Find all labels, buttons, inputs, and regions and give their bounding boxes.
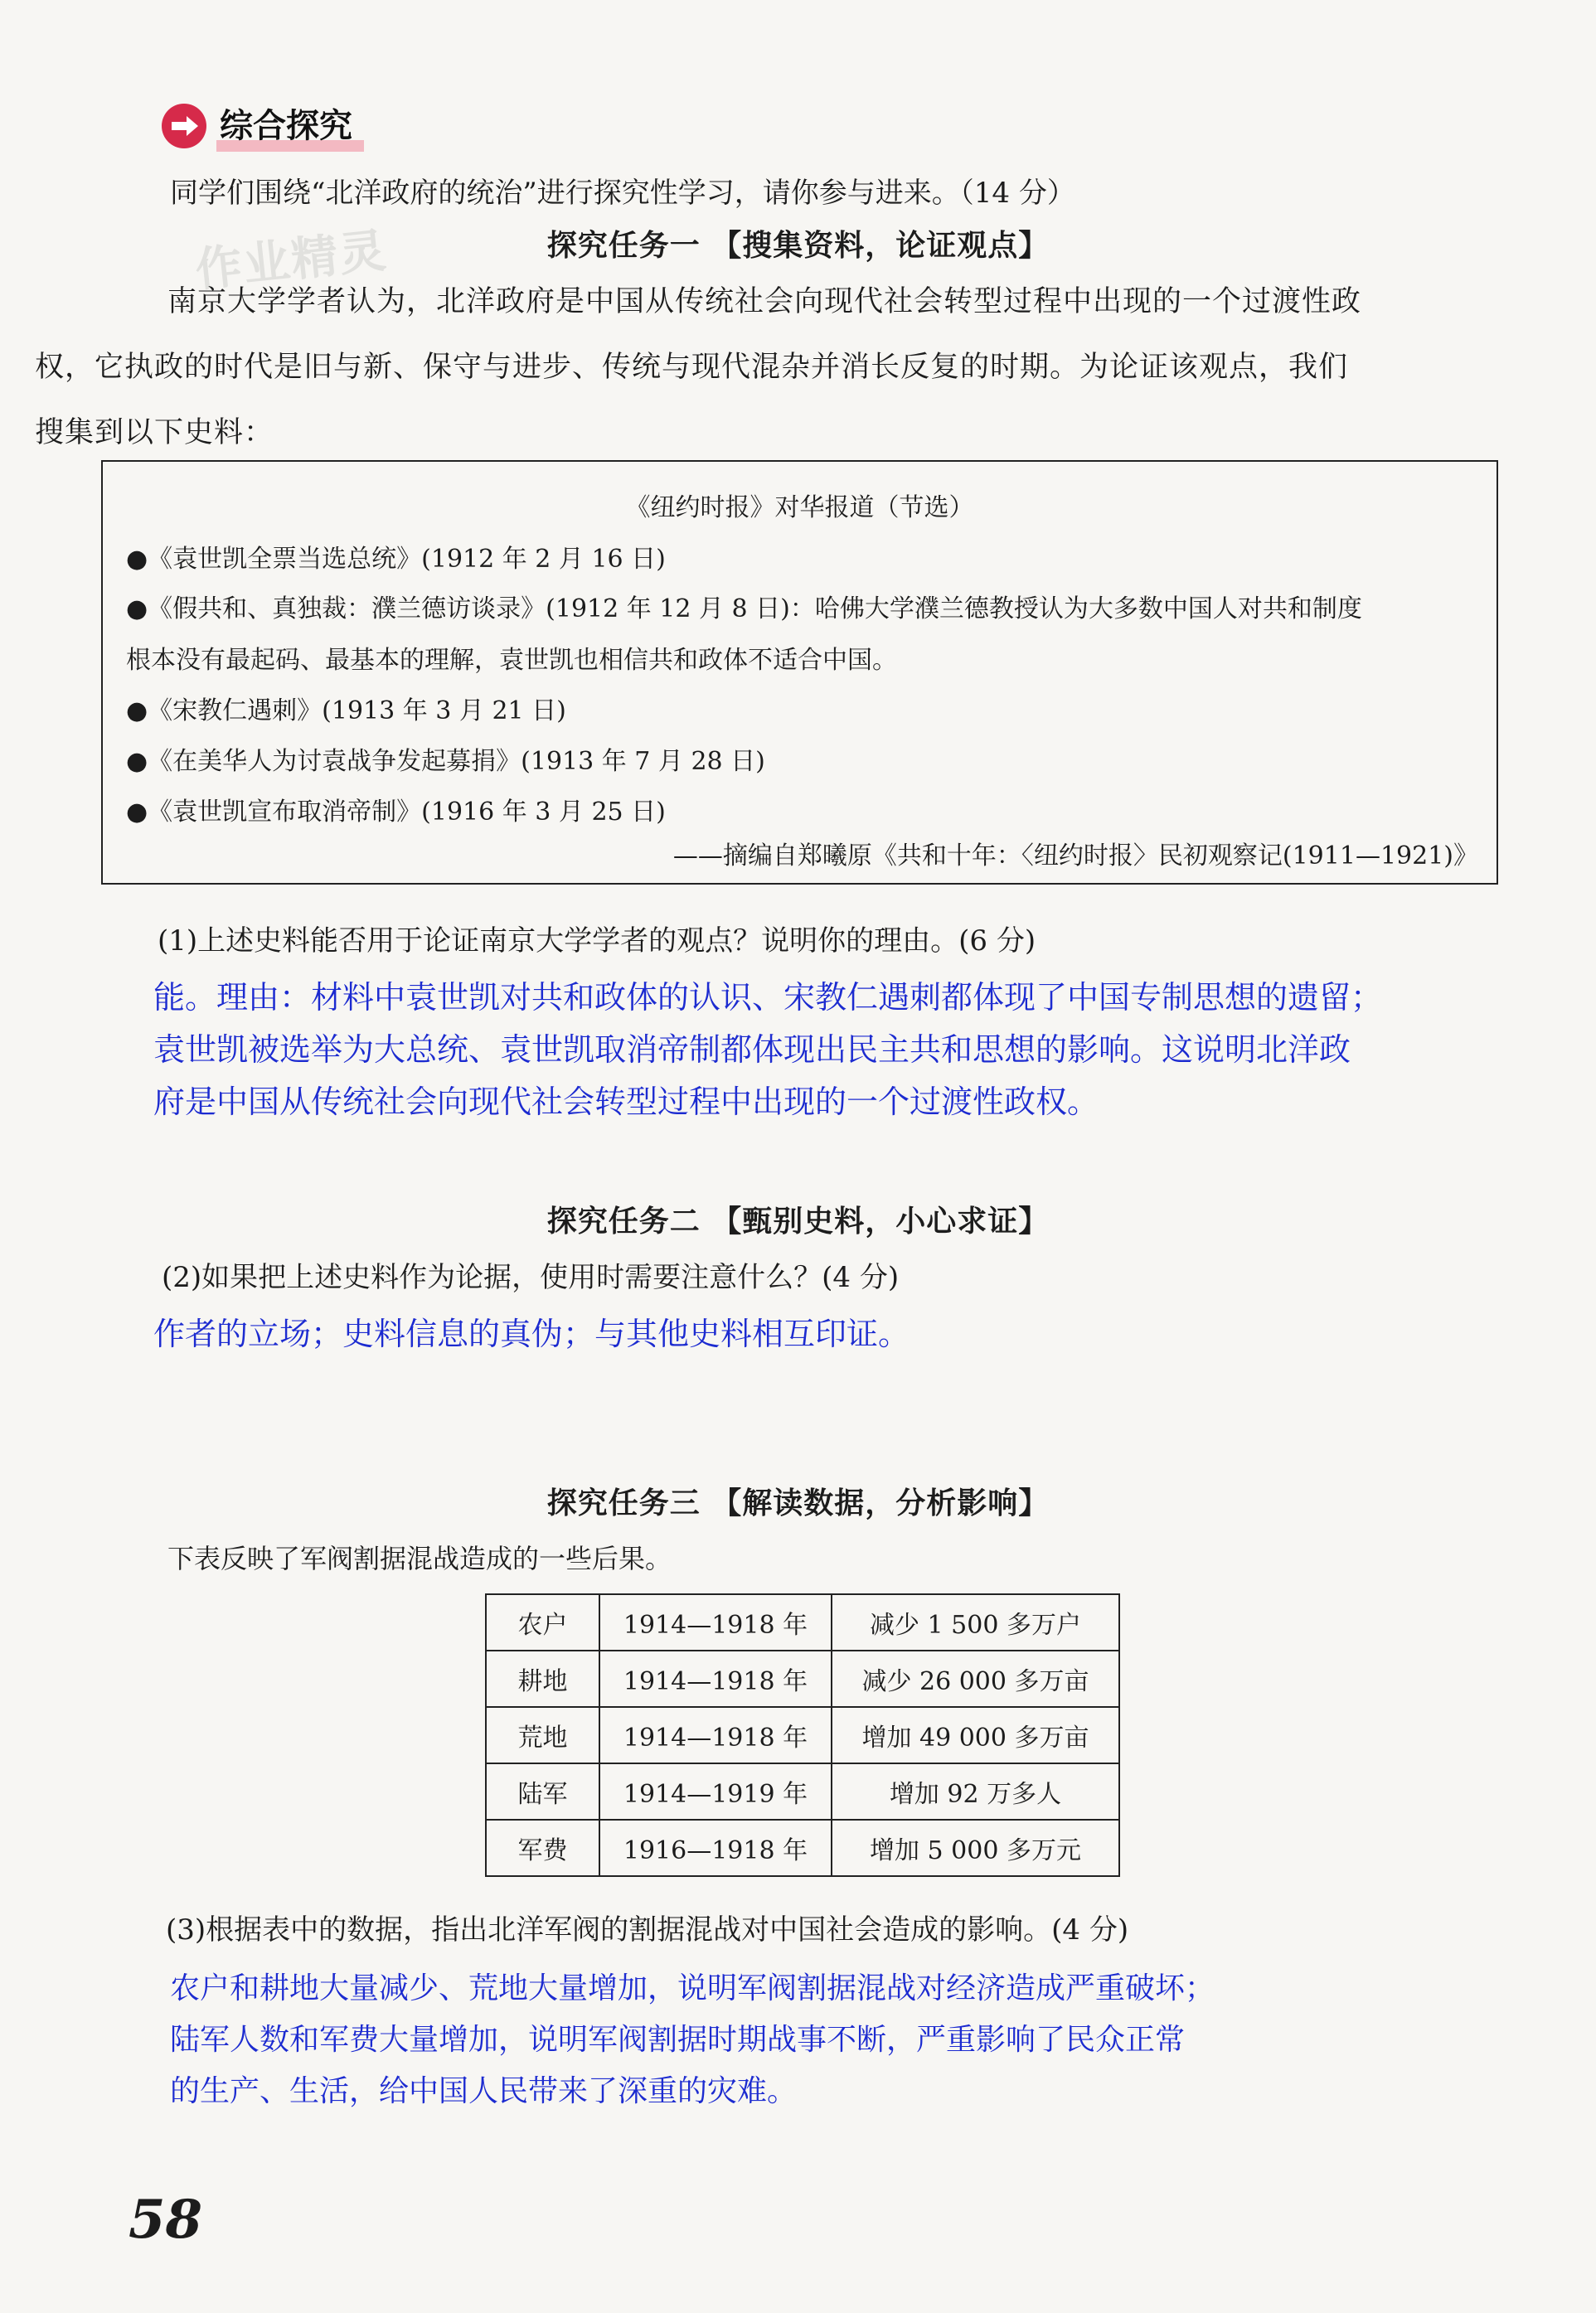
table-cell: 军费 bbox=[486, 1820, 599, 1876]
answer-2: 作者的立场；史料信息的真伪；与其他史料相互印证。 bbox=[153, 1316, 910, 1352]
source-item: ●《宋教仁遇刺》(1913 年 3 月 21 日) bbox=[126, 696, 566, 725]
source-citation: ——摘编自郑曦原《共和十年：〈纽约时报〉民初观察记(1911—1921)》 bbox=[672, 841, 1478, 870]
table-cell: 荒地 bbox=[486, 1707, 599, 1763]
data-table bbox=[485, 1593, 1120, 1877]
table-cell: 1914—1919 年 bbox=[599, 1763, 832, 1820]
source-item: ●《袁世凯宣布取消帝制》(1916 年 3 月 25 日) bbox=[126, 798, 666, 827]
source-item: 根本没有最起码、最基本的理解，袁世凯也相信共和政体不适合中国。 bbox=[126, 646, 897, 675]
table-row bbox=[486, 1763, 1119, 1820]
table-cell: 耕地 bbox=[486, 1651, 599, 1707]
table-cell: 农户 bbox=[486, 1594, 599, 1651]
task3-title: 探究任务三 【解读数据，分析影响】 bbox=[546, 1486, 1050, 1520]
answer-3-line: 的生产、生活，给中国人民带来了深重的灾难。 bbox=[170, 2074, 798, 2108]
answer-3-line: 陆军人数和军费大量增加，说明军阀割据时期战事不断，严重影响了民众正常 bbox=[170, 2023, 1186, 2057]
table-row bbox=[486, 1820, 1119, 1876]
question-1: (1)上述史料能否用于论证南京大学学者的观点？说明你的理由。(6 分) bbox=[158, 924, 1036, 958]
table-cell: 减少 26 000 多万亩 bbox=[832, 1651, 1119, 1707]
table-cell: 增加 5 000 多万元 bbox=[832, 1820, 1119, 1876]
section-title: 综合探究 bbox=[216, 99, 364, 152]
table-cell: 1914—1918 年 bbox=[599, 1594, 832, 1651]
page-number: 58 bbox=[129, 2189, 203, 2251]
table-cell: 增加 49 000 多万亩 bbox=[832, 1707, 1119, 1763]
table-row bbox=[486, 1651, 1119, 1707]
answer-3-line: 农户和耕地大量减少、荒地大量增加，说明军阀割据混战对经济造成严重破坏； bbox=[170, 1971, 1215, 2005]
paragraph-line: 南京大学学者认为，北洋政府是中国从传统社会向现代社会转型过程中出现的一个过渡性政 bbox=[167, 285, 1362, 318]
table-cell: 陆军 bbox=[486, 1763, 599, 1820]
question-2: (2)如果把上述史料作为论据，使用时需要注意什么？(4 分) bbox=[162, 1261, 900, 1294]
paragraph-line: 搜集到以下史料： bbox=[35, 416, 274, 449]
table-cell: 1914—1918 年 bbox=[599, 1651, 832, 1707]
arrow-right-circle-icon bbox=[162, 104, 206, 148]
task1-title: 探究任务一 【搜集资料，论证观点】 bbox=[546, 229, 1050, 263]
task1-paragraph bbox=[35, 269, 1506, 466]
table-intro: 下表反映了军阀割据混战造成的一些后果。 bbox=[167, 1543, 672, 1574]
watermark: 作业精灵 bbox=[192, 224, 391, 298]
paragraph-line: 权，它执政的时代是旧与新、保守与进步、传统与现代混杂并消长反复的时期。为论证该观点，我们 bbox=[35, 351, 1349, 384]
table-cell: 1916—1918 年 bbox=[599, 1820, 832, 1876]
answer-1-line: 能。理由：材料中袁世凯对共和政体的认识、宋教仁遇刺都体现了中国专制思想的遗留； bbox=[153, 979, 1383, 1016]
answer-1-line: 袁世凯被选举为大总统、袁世凯取消帝制都体现出民主共和思想的影响。这说明北洋政 bbox=[153, 1031, 1351, 1068]
table-row bbox=[486, 1594, 1119, 1651]
answer-1-line: 府是中国从传统社会向现代社会转型过程中出现的一个过渡性政权。 bbox=[153, 1084, 1099, 1120]
source-item: ●《在美华人为讨袁战争发起募捐》(1913 年 7 月 28 日) bbox=[126, 747, 765, 776]
table-cell: 减少 1 500 多万户 bbox=[832, 1594, 1119, 1651]
question-3: (3)根据表中的数据，指出北洋军阀的割据混战对中国社会造成的影响。(4 分) bbox=[166, 1913, 1129, 1947]
source-box-title: 《纽约时报》对华报道（节选） bbox=[625, 493, 974, 522]
source-box bbox=[101, 460, 1498, 885]
source-item: ●《假共和、真独裁：濮兰德访谈录》(1912 年 12 月 8 日)：哈佛大学濮兰德教授认为大多数中国人对共和制度 bbox=[126, 594, 1362, 623]
section-header bbox=[162, 99, 364, 152]
source-item: ●《袁世凯全票当选总统》(1912 年 2 月 16 日) bbox=[126, 545, 666, 574]
table-row bbox=[486, 1707, 1119, 1763]
table-cell: 1914—1918 年 bbox=[599, 1707, 832, 1763]
intro-text: 同学们围绕“北洋政府的统治”进行探究性学习，请你参与进来。（14 分） bbox=[170, 177, 1075, 210]
table-cell: 增加 92 万多人 bbox=[832, 1763, 1119, 1820]
task2-title: 探究任务二 【甄别史料，小心求证】 bbox=[546, 1205, 1050, 1239]
